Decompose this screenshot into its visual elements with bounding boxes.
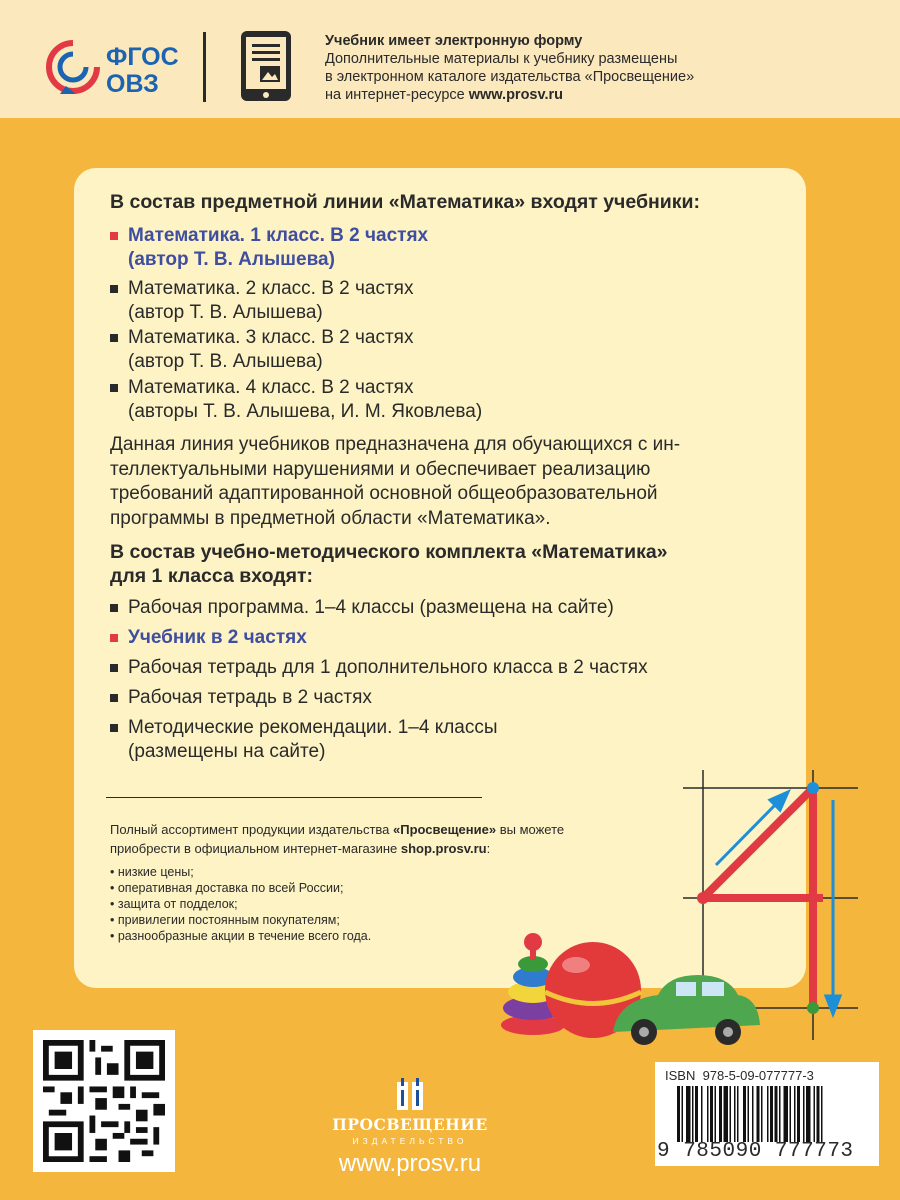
description-line: программы в предметной области «Математика».: [110, 507, 551, 529]
barcode-bar: [790, 1086, 792, 1142]
isbn-block: [655, 1062, 879, 1166]
kit-item-text: Методические рекомендации. 1–4 классы (размещены на сайте): [128, 717, 498, 762]
barcode-bar: [730, 1086, 732, 1142]
shop-bullet: • защита от подделок;: [110, 897, 238, 911]
ebook-notice: [325, 32, 885, 104]
kit-item-text: Рабочая тетрадь в 2 частях: [128, 687, 372, 708]
textbook-1-title: Математика. 1 класс. В 2 частях: [128, 225, 429, 246]
barcode-bar: [737, 1086, 739, 1142]
ebook-line-3-prefix: на интернет-ресурсе: [325, 87, 469, 103]
section-divider: [106, 797, 482, 798]
ebook-line-1: Дополнительные материалы к учебнику размещены: [325, 51, 678, 67]
barcode-bar: [797, 1086, 800, 1142]
textbook-4-title: Математика. 4 класс. В 2 частях: [128, 377, 414, 398]
fgos-ovz-logo: [46, 30, 196, 102]
qr-code[interactable]: [33, 1030, 175, 1172]
barcode-bar: [748, 1086, 750, 1142]
ovz-label: ОВЗ: [106, 70, 159, 98]
barcode-bar: [767, 1086, 769, 1142]
publisher-name-bold: «Просвещение»: [393, 822, 497, 837]
barcode-icon: [677, 1086, 873, 1142]
kit-item-text: Рабочая программа. 1–4 классы (размещена на сайте): [128, 597, 614, 618]
shop-bullet: • низкие цены;: [110, 865, 194, 879]
bullet-square-icon: [110, 664, 118, 672]
barcode-bar: [743, 1086, 746, 1142]
bullet-square-icon: [110, 285, 118, 293]
textbook-4-author: (авторы Т. В. Алышева, И. М. Яковлева): [128, 401, 483, 422]
barcode-bar: [770, 1086, 773, 1142]
barcode-bar: [806, 1086, 811, 1142]
shop-line-1-suffix: вы можете: [496, 822, 565, 837]
bullet-square-icon: [110, 604, 118, 612]
ebook-title: Учебник имеет электронную форму: [325, 33, 583, 49]
qr-code-icon: [43, 1040, 165, 1162]
barcode-bar: [817, 1086, 820, 1142]
barcode-bar: [757, 1086, 760, 1142]
barcode-bar: [814, 1086, 816, 1142]
barcode-bar: [784, 1086, 789, 1142]
shop-bullet: • привилегии постоянным покупателям;: [110, 913, 340, 927]
description-line: Данная линия учебников предназначена для обучающихся с ин-: [110, 434, 681, 455]
publisher-url-link[interactable]: www.prosv.ru: [338, 1150, 482, 1177]
barcode-bar: [695, 1086, 698, 1142]
bullet-square-icon: [110, 724, 118, 732]
shop-bullet: • оперативная доставка по всей России;: [110, 881, 344, 895]
ebook-line-2: в электронном каталоге издательства «Просвещение»: [325, 69, 695, 85]
bullet-square-icon: [110, 334, 118, 342]
bullet-square-icon: [110, 384, 118, 392]
barcode-bar: [821, 1086, 823, 1142]
shop-line-2: приобрести в официальном интернет-магазине: [110, 841, 401, 856]
kit-title-line: для 1 класса входят:: [110, 565, 314, 587]
line-title: В состав предметной линии «Математика» входят учебники:: [110, 191, 701, 213]
barcode-bar: [794, 1086, 796, 1142]
isbn-label: ISBN 978-5-09-077777-3: [665, 1068, 814, 1083]
barcode-bar: [677, 1086, 680, 1142]
header-strip: [0, 0, 900, 118]
description-line: теллектуальными нарушениями и обеспечивает реализацию: [110, 458, 651, 480]
textbook-2-title: Математика. 2 класс. В 2 частях: [128, 278, 414, 299]
description-line: требований адаптированной основной общеобразовательной: [110, 483, 658, 504]
publisher-subtitle: ИЗДАТЕЛЬСТВО: [352, 1136, 468, 1146]
barcode-bar: [701, 1086, 703, 1142]
barcode-bar: [710, 1086, 713, 1142]
shop-bullet-list: [110, 864, 510, 944]
shop-line-2-suffix: :: [486, 841, 491, 856]
publisher-name: ПРОСВЕЩЕНИЕ: [332, 1115, 488, 1134]
tablet-icon: [240, 30, 292, 102]
kit-title: [110, 540, 800, 588]
barcode-bar: [779, 1086, 781, 1142]
ebook-url-link[interactable]: www.prosv.ru: [468, 87, 564, 103]
barcode-bar: [692, 1086, 694, 1142]
bullet-square-icon: [110, 694, 118, 702]
barcode-bar: [707, 1086, 709, 1142]
barcode-bar: [724, 1086, 729, 1142]
shop-bullet: • разнообразные акции в течение всего года.: [110, 929, 372, 943]
header-divider: [203, 32, 206, 102]
shop-line-1: Полный ассортимент продукции издательства: [110, 822, 394, 837]
shop-url-link[interactable]: shop.prosv.ru: [400, 841, 487, 856]
math-toys-illustration: [458, 770, 858, 1050]
textbook-3-author: (автор Т. В. Алышева): [128, 351, 323, 372]
bullet-square-icon: [110, 232, 118, 240]
barcode-bar: [682, 1086, 684, 1142]
prosveshchenie-logo-icon: [395, 1078, 425, 1112]
fgos-emblem-icon: [46, 40, 100, 94]
barcode-bar: [686, 1086, 691, 1142]
kit-item-text: Рабочая тетрадь для 1 дополнительного класса в 2 частях: [128, 657, 648, 678]
barcode-bar: [734, 1086, 736, 1142]
barcode-bar: [752, 1086, 754, 1142]
barcode-bar: [715, 1086, 717, 1142]
barcode-bar: [761, 1086, 763, 1142]
textbook-3-title: Математика. 3 класс. В 2 частях: [128, 327, 414, 348]
bullet-square-icon: [110, 634, 118, 642]
textbook-1-author: (автор Т. В. Алышева): [128, 249, 335, 270]
barcode-bar: [803, 1086, 805, 1142]
barcode-bar: [775, 1086, 778, 1142]
textbook-2-author: (автор Т. В. Алышева): [128, 302, 323, 323]
kit-title-line: В состав учебно-методического комплекта «Математика»: [110, 541, 668, 563]
barcode-bar: [719, 1086, 722, 1142]
isbn-number: 9 785090 777773: [657, 1140, 854, 1163]
kit-item-text: Учебник в 2 частях: [128, 627, 307, 648]
fgos-label: ФГОС: [106, 43, 179, 71]
description: [110, 433, 750, 531]
